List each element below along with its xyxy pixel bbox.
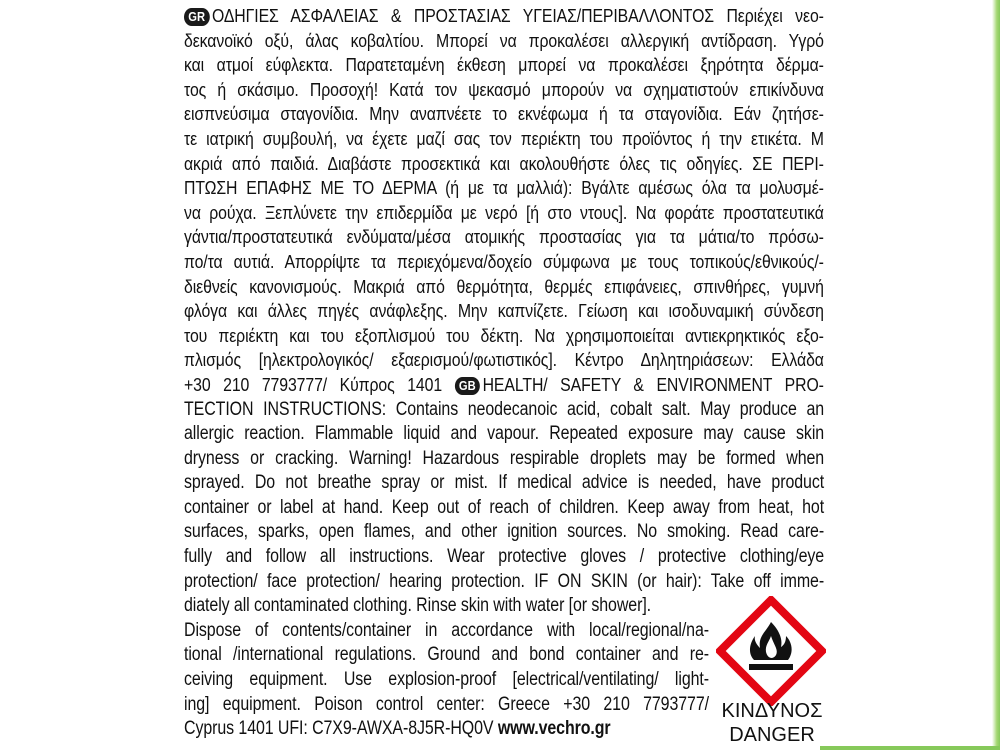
- text-line: [184, 545, 824, 570]
- text-line: [184, 570, 824, 595]
- text-line: [184, 422, 824, 447]
- text-line: [184, 348, 824, 373]
- text-line: [184, 250, 824, 275]
- line-text: HEALTH/ SAFETY & ENVIRONMENT PRO-: [482, 373, 824, 395]
- text-line: [184, 668, 709, 693]
- line-text: Cyprus 1401 UFI: C7X9-AWXA-8J5R-HQ0V: [184, 718, 494, 740]
- text-line: [184, 324, 824, 349]
- line-text: τε ιατρική συμβουλή, να έχετε μαζί σας τον περιέκτη του προϊόντος ή την ετικέτα. Μ: [184, 127, 824, 149]
- line-text: container or label at hand. Keep out of reach of children. Keep away from heat, hot: [184, 496, 825, 518]
- line-text: sprayed. Do not breathe spray or mist. If medical advice is needed, have product: [184, 472, 825, 494]
- line-text: δεκανοϊκό οξύ, άλας κοβαλτίου. Μπορεί να προκαλέσει αλλεργική αντίδραση. Υγρό: [184, 29, 824, 51]
- text-line: [184, 299, 824, 324]
- line-text: protection/ face protection/ hearing protection. IF ON SKIN (or hair): Take off imme-: [184, 570, 825, 592]
- green-edge-stripe: [992, 0, 1000, 750]
- text-line: [184, 152, 824, 177]
- text-line: [184, 373, 824, 398]
- text-line: [184, 275, 824, 300]
- website-link: www.vechro.gr: [497, 718, 611, 740]
- green-bottom-stripe: [820, 746, 1000, 750]
- line-text: πλισμός [ηλεκτρολογικός/ εξαερισμού/φωτιστικός]. Κέντρο Δηλητηριάσεων: Ελλάδα: [184, 349, 824, 371]
- line-text: να ρούχα. Ξεπλύνετε την επιδερμίδα με νερό [ή στο ντους]. Να φοράτε προστατευτικά: [184, 201, 824, 223]
- text-line: [184, 127, 824, 152]
- line-text: διεθνείς κανονισμούς. Μακριά από θερμότητα, θερμές επιφάνειες, σπινθήρες, γυμνή: [184, 275, 824, 297]
- line-text: πο/τα αυτιά. Απορρίψτε τα περιεχόμενα/δοχείο σύμφωνα με τους τοπικούς/εθνικούς/-: [184, 250, 824, 272]
- text-line: [184, 496, 824, 521]
- text-line: [184, 520, 824, 545]
- line-text: τος ή σκάσιμο. Προσοχή! Κατά τον ψεκασμό μπορούν να σχηματιστούν επικίνδυνα: [184, 78, 824, 100]
- line-text: tional /international regulations. Ground and bond container and re-: [184, 644, 709, 666]
- line-text: +30 210 7793777/ Κύπρος 1401: [184, 373, 443, 395]
- line-text: ceiving equipment. Use explosion-proof [electrical/ventilating/ light-: [184, 669, 709, 691]
- signal-word-greek: ΚΙΝΔΥΝΟΣ: [721, 700, 823, 722]
- signal-word-english: DANGER: [729, 724, 815, 746]
- text-line: [184, 693, 709, 718]
- line-text: εισπνεύσιμα σταγονίδια. Μην αναπνέετε το εκνέφωμα ή τα σταγονίδια. Εάν ζητήσε-: [184, 103, 824, 125]
- line-text: ΟΔΗΓΙΕΣ ΑΣΦΑΛΕΙΑΣ & ΠΡΟΣΤΑΣΙΑΣ ΥΓΕΙΑΣ/ΠΕΡΙΒΑΛΛΟΝΤΟΣ Περιέχει νεο-: [211, 5, 824, 26]
- text-line: [184, 717, 709, 742]
- flame-ghs02-icon: [716, 596, 826, 706]
- text-line: [184, 102, 824, 127]
- greek-language-badge: GR: [184, 8, 209, 26]
- text-line: [184, 29, 824, 54]
- line-text: ΠΤΩΣΗ ΕΠΑΦΗΣ ΜΕ ΤΟ ΔΕΡΜΑ (ή με τα μαλλιά): Βγάλτε αμέσως όλα τα μολυσμέ-: [184, 177, 824, 199]
- text-line: [184, 201, 824, 226]
- text-line: [184, 225, 824, 250]
- line-text: fully and follow all instructions. Wear protective gloves / protective clothing/eye: [184, 546, 825, 568]
- line-text: allergic reaction. Flammable liquid and vapour. Repeated exposure may cause skin: [184, 423, 825, 445]
- line-text: φλόγα και άλλες πηγές ανάφλεξης. Μην καπνίζετε. Γείωση και ισοδυναμική σύνδεση: [184, 300, 824, 322]
- line-text: ακριά από παιδιά. Διαβάστε προσεκτικά και ακολουθήστε όλες τις οδηγίες. ΣΕ ΠΕΡΙ-: [184, 152, 824, 174]
- english-language-badge: GB: [455, 377, 480, 395]
- text-line: [184, 619, 709, 644]
- line-text: TECTION INSTRUCTIONS: Contains neodecanoic acid, cobalt salt. May produce an: [184, 398, 825, 420]
- text-line: [184, 176, 824, 201]
- line-text: ing] equipment. Poison control center: Greece +30 210 7793777/: [184, 693, 709, 715]
- text-line: [184, 4, 824, 29]
- line-text: diately all contaminated clothing. Rinse skin with water [or shower].: [184, 595, 652, 617]
- text-line: [184, 643, 709, 668]
- line-text: dryness or cracking. Warning! Hazardous respirable droplets may be formed when: [184, 447, 825, 469]
- text-line: [184, 78, 824, 103]
- line-text: του περιέκτη και του εξοπλισμού του δέκτη. Να χρησιμοποιείται αντιεκρηκτικός εξο-: [184, 324, 824, 346]
- text-line: [184, 53, 824, 78]
- line-text: Dispose of contents/container in accordance with local/regional/na-: [184, 619, 709, 641]
- text-line: [184, 471, 824, 496]
- text-line: [184, 398, 824, 423]
- line-text: και ατμοί εύφλεκτα. Παρατεταμένη έκθεση μπορεί να προκαλέσει ξηρότητα δέρμα-: [184, 54, 824, 76]
- line-text: surfaces, sparks, open flames, and other ignition sources. No smoking. Read care-: [184, 521, 825, 543]
- line-text: γάντια/προστατευτικά ενδύματα/μέσα ατομικής προστασίας για τα μάτια/το πρόσω-: [184, 226, 824, 248]
- text-line: [184, 447, 824, 472]
